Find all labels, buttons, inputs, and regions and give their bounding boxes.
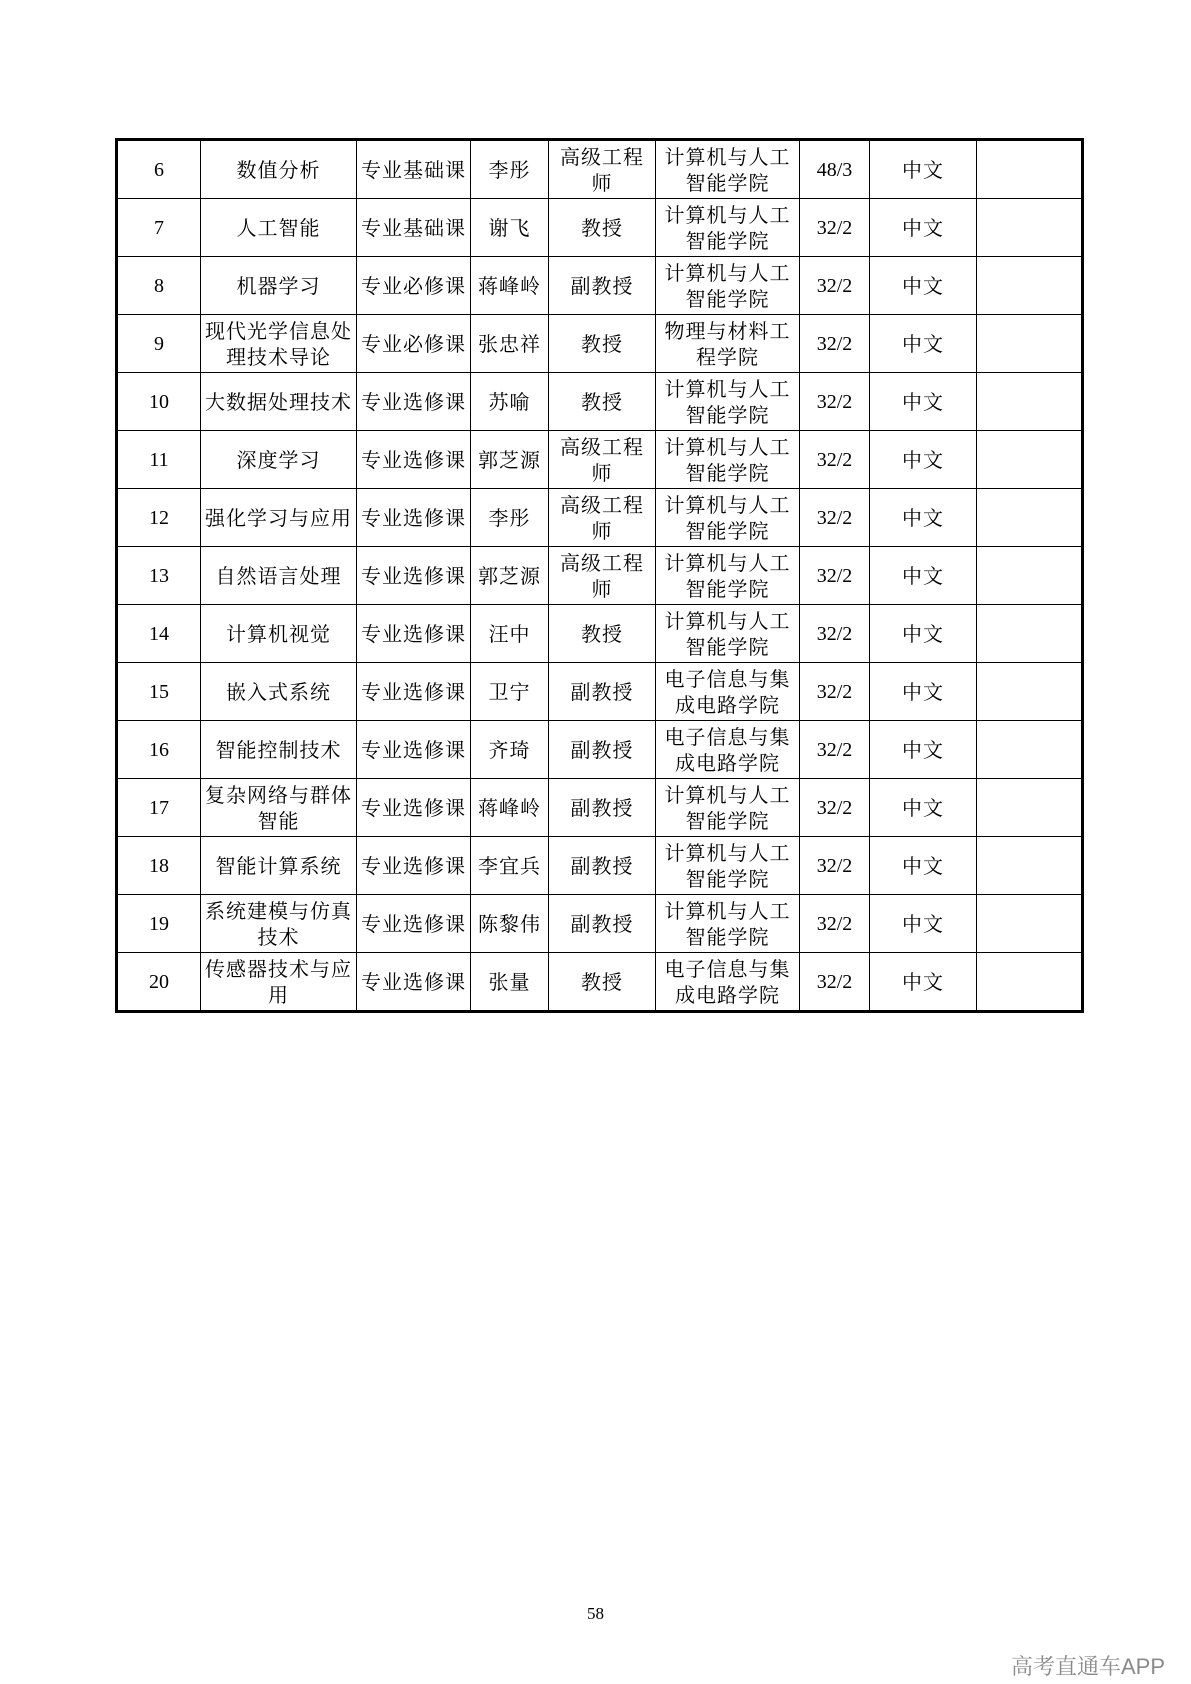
table-row <box>117 837 1083 895</box>
row-number-cell: 8 <box>117 257 201 315</box>
college-cell: 计算机与人工智能学院 <box>656 779 800 837</box>
college-cell: 电子信息与集成电路学院 <box>656 953 800 1012</box>
watermark: 高考直通车APP <box>1010 1654 1165 1679</box>
language-cell: 中文 <box>870 199 977 257</box>
teacher-title-cell: 副教授 <box>549 257 656 315</box>
hours-credits-cell: 32/2 <box>800 257 870 315</box>
row-number-cell: 15 <box>117 663 201 721</box>
teacher-title-cell: 教授 <box>549 953 656 1012</box>
table-row <box>117 547 1083 605</box>
course-type-cell: 专业选修课 <box>357 779 471 837</box>
note-cell <box>977 721 1083 779</box>
table-row <box>117 140 1083 199</box>
college-cell: 电子信息与集成电路学院 <box>656 721 800 779</box>
row-number-cell: 16 <box>117 721 201 779</box>
teacher-title-cell: 副教授 <box>549 721 656 779</box>
note-cell <box>977 315 1083 373</box>
teacher-cell: 张忠祥 <box>471 315 549 373</box>
hours-credits-cell: 32/2 <box>800 605 870 663</box>
course-type-cell: 专业选修课 <box>357 547 471 605</box>
course-name-cell: 数值分析 <box>201 140 357 199</box>
table-row <box>117 431 1083 489</box>
college-cell: 物理与材料工程学院 <box>656 315 800 373</box>
course-type-cell: 专业选修课 <box>357 953 471 1012</box>
course-name-cell: 智能计算系统 <box>201 837 357 895</box>
course-type-cell: 专业必修课 <box>357 257 471 315</box>
teacher-title-cell: 高级工程师 <box>549 547 656 605</box>
row-number-cell: 13 <box>117 547 201 605</box>
hours-credits-cell: 32/2 <box>800 431 870 489</box>
teacher-title-cell: 教授 <box>549 199 656 257</box>
teacher-cell: 齐琦 <box>471 721 549 779</box>
teacher-cell: 张量 <box>471 953 549 1012</box>
row-number-cell: 10 <box>117 373 201 431</box>
course-name-cell: 自然语言处理 <box>201 547 357 605</box>
teacher-title-cell: 副教授 <box>549 779 656 837</box>
hours-credits-cell: 32/2 <box>800 895 870 953</box>
language-cell: 中文 <box>870 779 977 837</box>
teacher-title-cell: 高级工程师 <box>549 489 656 547</box>
row-number-cell: 7 <box>117 199 201 257</box>
teacher-cell: 蒋峰岭 <box>471 779 549 837</box>
teacher-cell: 李彤 <box>471 489 549 547</box>
row-number-cell: 17 <box>117 779 201 837</box>
row-number-cell: 20 <box>117 953 201 1012</box>
course-name-cell: 强化学习与应用 <box>201 489 357 547</box>
college-cell: 计算机与人工智能学院 <box>656 140 800 199</box>
note-cell <box>977 837 1083 895</box>
note-cell <box>977 431 1083 489</box>
row-number-cell: 9 <box>117 315 201 373</box>
teacher-title-cell: 副教授 <box>549 663 656 721</box>
note-cell <box>977 895 1083 953</box>
note-cell <box>977 605 1083 663</box>
course-name-cell: 系统建模与仿真技术 <box>201 895 357 953</box>
college-cell: 计算机与人工智能学院 <box>656 837 800 895</box>
table-row <box>117 199 1083 257</box>
language-cell: 中文 <box>870 721 977 779</box>
note-cell <box>977 779 1083 837</box>
hours-credits-cell: 32/2 <box>800 489 870 547</box>
course-name-cell: 大数据处理技术 <box>201 373 357 431</box>
row-number-cell: 18 <box>117 837 201 895</box>
college-cell: 计算机与人工智能学院 <box>656 605 800 663</box>
course-name-cell: 人工智能 <box>201 199 357 257</box>
college-cell: 计算机与人工智能学院 <box>656 431 800 489</box>
teacher-title-cell: 副教授 <box>549 895 656 953</box>
hours-credits-cell: 32/2 <box>800 373 870 431</box>
note-cell <box>977 489 1083 547</box>
note-cell <box>977 257 1083 315</box>
hours-credits-cell: 32/2 <box>800 315 870 373</box>
note-cell <box>977 140 1083 199</box>
table-row <box>117 489 1083 547</box>
course-type-cell: 专业选修课 <box>357 663 471 721</box>
table-row <box>117 895 1083 953</box>
table-row <box>117 257 1083 315</box>
college-cell: 计算机与人工智能学院 <box>656 199 800 257</box>
row-number-cell: 14 <box>117 605 201 663</box>
language-cell: 中文 <box>870 315 977 373</box>
hours-credits-cell: 32/2 <box>800 953 870 1012</box>
college-cell: 计算机与人工智能学院 <box>656 373 800 431</box>
table-row <box>117 953 1083 1012</box>
language-cell: 中文 <box>870 489 977 547</box>
teacher-title-cell: 高级工程师 <box>549 431 656 489</box>
hours-credits-cell: 48/3 <box>800 140 870 199</box>
row-number-cell: 11 <box>117 431 201 489</box>
course-type-cell: 专业选修课 <box>357 721 471 779</box>
course-type-cell: 专业选修课 <box>357 489 471 547</box>
table-row <box>117 605 1083 663</box>
course-type-cell: 专业选修课 <box>357 895 471 953</box>
teacher-cell: 郭芝源 <box>471 547 549 605</box>
language-cell: 中文 <box>870 431 977 489</box>
course-type-cell: 专业基础课 <box>357 199 471 257</box>
teacher-cell: 卫宁 <box>471 663 549 721</box>
college-cell: 计算机与人工智能学院 <box>656 547 800 605</box>
hours-credits-cell: 32/2 <box>800 199 870 257</box>
row-number-cell: 12 <box>117 489 201 547</box>
teacher-cell: 蒋峰岭 <box>471 257 549 315</box>
teacher-cell: 谢飞 <box>471 199 549 257</box>
language-cell: 中文 <box>870 547 977 605</box>
course-type-cell: 专业必修课 <box>357 315 471 373</box>
course-type-cell: 专业选修课 <box>357 373 471 431</box>
course-name-cell: 现代光学信息处理技术导论 <box>201 315 357 373</box>
college-cell: 电子信息与集成电路学院 <box>656 663 800 721</box>
course-name-cell: 智能控制技术 <box>201 721 357 779</box>
table-row <box>117 779 1083 837</box>
course-type-cell: 专业选修课 <box>357 605 471 663</box>
hours-credits-cell: 32/2 <box>800 721 870 779</box>
language-cell: 中文 <box>870 895 977 953</box>
language-cell: 中文 <box>870 837 977 895</box>
course-name-cell: 机器学习 <box>201 257 357 315</box>
college-cell: 计算机与人工智能学院 <box>656 489 800 547</box>
row-number-cell: 19 <box>117 895 201 953</box>
teacher-cell: 李彤 <box>471 140 549 199</box>
teacher-cell: 苏喻 <box>471 373 549 431</box>
teacher-title-cell: 副教授 <box>549 837 656 895</box>
course-type-cell: 专业基础课 <box>357 140 471 199</box>
teacher-title-cell: 教授 <box>549 315 656 373</box>
hours-credits-cell: 32/2 <box>800 837 870 895</box>
table-row <box>117 315 1083 373</box>
language-cell: 中文 <box>870 953 977 1012</box>
hours-credits-cell: 32/2 <box>800 663 870 721</box>
note-cell <box>977 953 1083 1012</box>
teacher-title-cell: 高级工程师 <box>549 140 656 199</box>
course-name-cell: 深度学习 <box>201 431 357 489</box>
table-row <box>117 721 1083 779</box>
table-row <box>117 373 1083 431</box>
course-name-cell: 复杂网络与群体智能 <box>201 779 357 837</box>
hours-credits-cell: 32/2 <box>800 779 870 837</box>
note-cell <box>977 373 1083 431</box>
language-cell: 中文 <box>870 257 977 315</box>
table-row <box>117 663 1083 721</box>
language-cell: 中文 <box>870 140 977 199</box>
college-cell: 计算机与人工智能学院 <box>656 895 800 953</box>
course-table <box>115 138 1084 1013</box>
language-cell: 中文 <box>870 373 977 431</box>
course-name-cell: 嵌入式系统 <box>201 663 357 721</box>
note-cell <box>977 199 1083 257</box>
teacher-cell: 李宜兵 <box>471 837 549 895</box>
teacher-title-cell: 教授 <box>549 605 656 663</box>
teacher-cell: 汪中 <box>471 605 549 663</box>
teacher-title-cell: 教授 <box>549 373 656 431</box>
hours-credits-cell: 32/2 <box>800 547 870 605</box>
teacher-cell: 郭芝源 <box>471 431 549 489</box>
page-number: 58 <box>587 1604 604 1623</box>
language-cell: 中文 <box>870 663 977 721</box>
note-cell <box>977 547 1083 605</box>
language-cell: 中文 <box>870 605 977 663</box>
course-type-cell: 专业选修课 <box>357 431 471 489</box>
college-cell: 计算机与人工智能学院 <box>656 257 800 315</box>
course-name-cell: 传感器技术与应用 <box>201 953 357 1012</box>
row-number-cell: 6 <box>117 140 201 199</box>
course-type-cell: 专业选修课 <box>357 837 471 895</box>
table-body <box>117 140 1083 1012</box>
course-name-cell: 计算机视觉 <box>201 605 357 663</box>
note-cell <box>977 663 1083 721</box>
teacher-cell: 陈黎伟 <box>471 895 549 953</box>
